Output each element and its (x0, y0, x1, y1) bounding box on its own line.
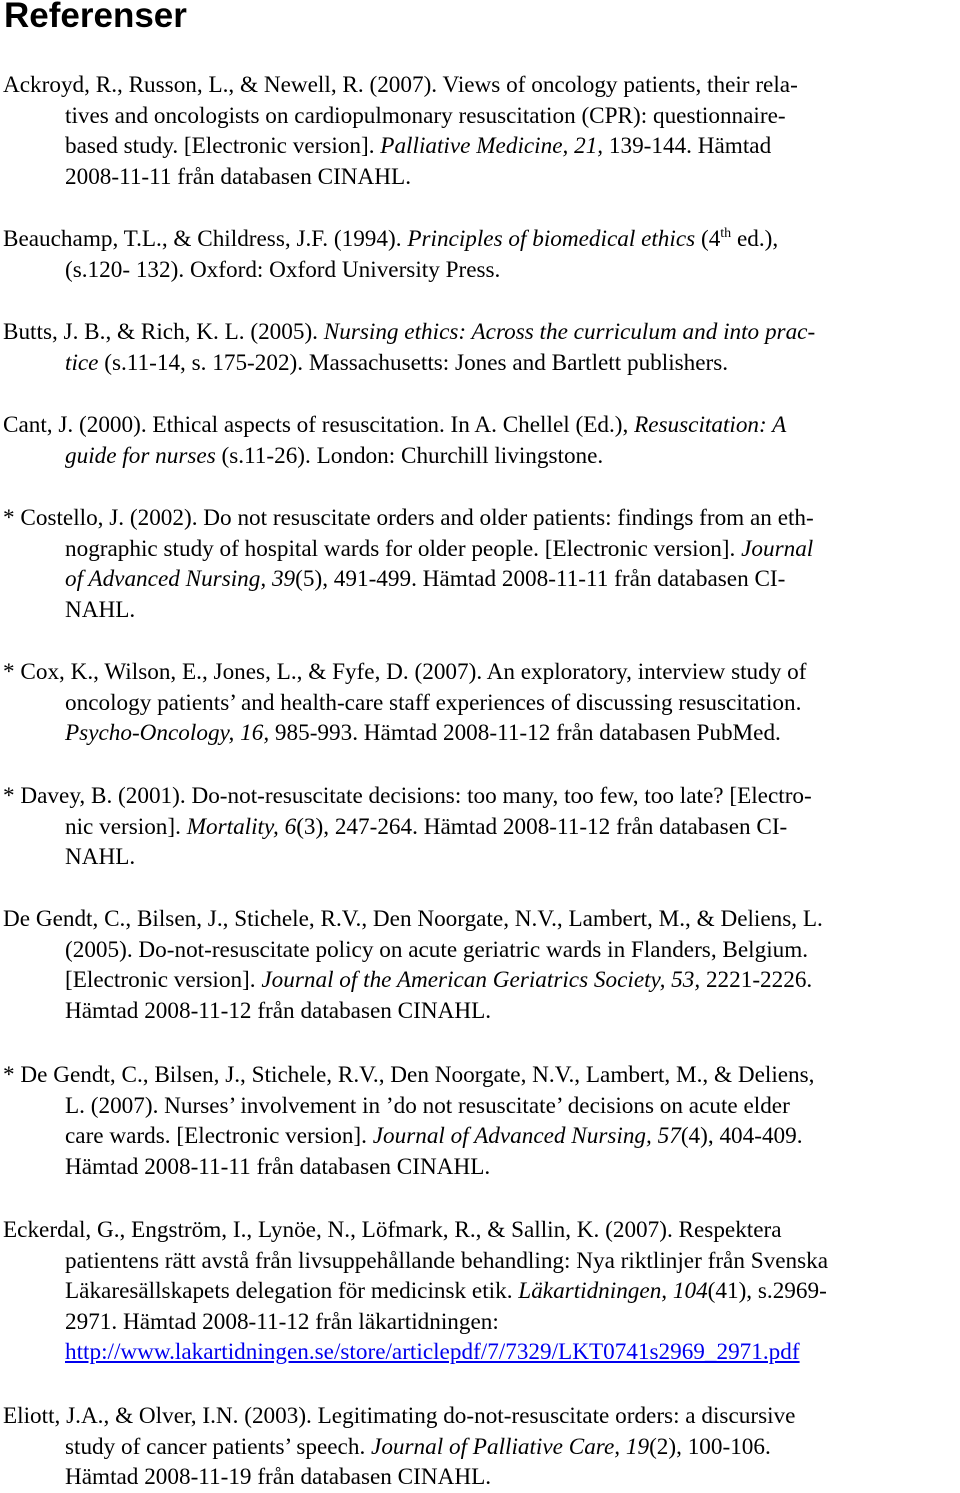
journal-title: of Advanced Nursing, 39 (65, 566, 296, 593)
reference-eliott (0, 1401, 958, 1493)
reference-line: guide for nurses (s.11-26). London: Churchill livingstone. (65, 442, 604, 469)
reference-line: patientens rätt avstå från livsuppehållande behandling: Nya riktlinjer från Svenska (65, 1247, 829, 1274)
reference-degendt-2007 (0, 1060, 958, 1182)
journal-title: Journal of Advanced Nursing, 57 (372, 1123, 681, 1150)
reference-beauchamp (0, 224, 958, 285)
book-title: tice (65, 349, 99, 376)
book-title: Principles of biomedical ethics (407, 226, 696, 252)
reference-davey (0, 781, 958, 873)
reference-line: tives and oncologists on cardiopulmonary resuscitation (CPR): questionnaire- (65, 102, 786, 129)
journal-title: Palliative Medicine, 21, (380, 133, 604, 160)
book-title: Resuscitation: A (634, 412, 787, 438)
reference-line: nic version]. Mortality, 6(3), 247-264. Hämtad 2008-11-12 från databasen CI- (65, 813, 788, 840)
reference-line: * Cox, K., Wilson, E., Jones, L., & Fyfe, D. (2007). An exploratory, interview study of (3, 659, 807, 685)
reference-line: Hämtad 2008-11-19 från databasen CINAHL. (65, 1464, 492, 1491)
reference-butts (0, 317, 958, 378)
journal-title: Journal (741, 535, 814, 562)
book-title: guide for nurses (65, 442, 216, 469)
journal-title: Mortality, 6 (186, 813, 297, 840)
reference-line: * Davey, B. (2001). Do-not-resuscitate decisions: too many, too few, too late? [Electro- (3, 783, 812, 809)
reference-line: based study. [Electronic version]. Palliative Medicine, 21, 139-144. Hämtad (65, 133, 772, 160)
reference-line: * Costello, J. (2002). Do not resuscitate orders and older patients: findings from an eth- (3, 505, 814, 531)
reference-line: De Gendt, C., Bilsen, J., Stichele, R.V., Den Noorgate, N.V., Lambert, M., & Deliens, L. (3, 906, 823, 932)
reference-line: of Advanced Nursing, 39(5), 491-499. Hämtad 2008-11-11 från databasen CI- (65, 566, 786, 593)
reference-line: 2008-11-11 från databasen CINAHL. (65, 163, 411, 190)
reference-costello (0, 503, 958, 625)
journal-title: Journal of Palliative Care, 19 (371, 1433, 650, 1460)
reference-line: Cant, J. (2000). Ethical aspects of resuscitation. In A. Chellel (Ed.), Resuscitation: A (3, 412, 787, 438)
reference-line: Beauchamp, T.L., & Childress, J.F. (1994). Principles of biomedical ethics (4th ed.), (3, 226, 779, 252)
reference-line: study of cancer patients’ speech. Journal of Palliative Care, 19(2), 100-106. (65, 1433, 771, 1460)
article-pdf-link[interactable]: http://www.lakartidningen.se/store/articlepdf/7/7329/LKT0741s2969_2971.pdf (65, 1339, 800, 1366)
reference-line: Psycho-Oncology, 16, 985-993. Hämtad 2008-11-12 från databasen PubMed. (65, 720, 781, 747)
reference-line: NAHL. (65, 596, 136, 623)
reference-eckerdal (0, 1215, 958, 1368)
journal-title: Psycho-Oncology, 16, (65, 720, 270, 747)
reference-line: care wards. [Electronic version]. Journal of Advanced Nursing, 57(4), 404-409. (65, 1123, 803, 1150)
reference-line: Hämtad 2008-11-11 från databasen CINAHL. (65, 1153, 491, 1180)
reference-line: tice (s.11-14, s. 175-202). Massachusetts: Jones and Bartlett publishers. (65, 349, 729, 376)
reference-line: oncology patients’ and health-care staff experiences of discussing resuscitation. (65, 689, 802, 716)
reference-line: nographic study of hospital wards for older people. [Electronic version]. Journal (65, 535, 814, 562)
journal-title: Journal of the American Geriatrics Society, 53, (261, 967, 701, 994)
reference-line: (s.120- 132). Oxford: Oxford University Press. (65, 256, 501, 283)
page-title: Referenser (4, 0, 187, 35)
reference-line: L. (2007). Nurses’ involvement in ’do not resuscitate’ decisions on acute elder (65, 1092, 790, 1119)
reference-line: Eckerdal, G., Engström, I., Lynöe, N., Löfmark, R., & Sallin, K. (2007). Respektera (3, 1217, 782, 1243)
reference-line: Eliott, J.A., & Olver, I.N. (2003). Legitimating do-not-resuscitate orders: a discursive (3, 1403, 796, 1429)
reference-cant (0, 410, 958, 471)
reference-line: Butts, J. B., & Rich, K. L. (2005). Nursing ethics: Across the curriculum and into prac- (3, 319, 816, 345)
reference-line: Ackroyd, R., Russon, L., & Newell, R. (2007). Views of oncology patients, their rela- (3, 72, 798, 98)
book-title: Nursing ethics: Across the curriculum and into prac- (323, 319, 816, 345)
reference-line: * De Gendt, C., Bilsen, J., Stichele, R.V., Den Noorgate, N.V., Lambert, M., & Deliens, (3, 1062, 815, 1088)
reference-cox (0, 657, 958, 749)
reference-line: Hämtad 2008-11-12 från databasen CINAHL. (65, 997, 492, 1024)
reference-ackroyd (0, 70, 958, 192)
reference-line (0, 1337, 958, 1368)
reference-line: [Electronic version]. Journal of the American Geriatrics Society, 53, 2221-2226. (65, 967, 813, 994)
reference-degendt-2005 (0, 904, 958, 1026)
reference-line: Läkaresällskapets delegation för medicinsk etik. Läkartidningen, 104(41), s.2969- (65, 1278, 827, 1305)
superscript: th (720, 226, 732, 241)
journal-title: Läkartidningen, 104 (518, 1278, 708, 1305)
reference-line: NAHL. (65, 844, 136, 871)
reference-line: 2971. Hämtad 2008-11-12 från läkartidningen: (65, 1308, 499, 1335)
reference-line: (2005). Do-not-resuscitate policy on acute geriatric wards in Flanders, Belgium. (65, 936, 809, 963)
